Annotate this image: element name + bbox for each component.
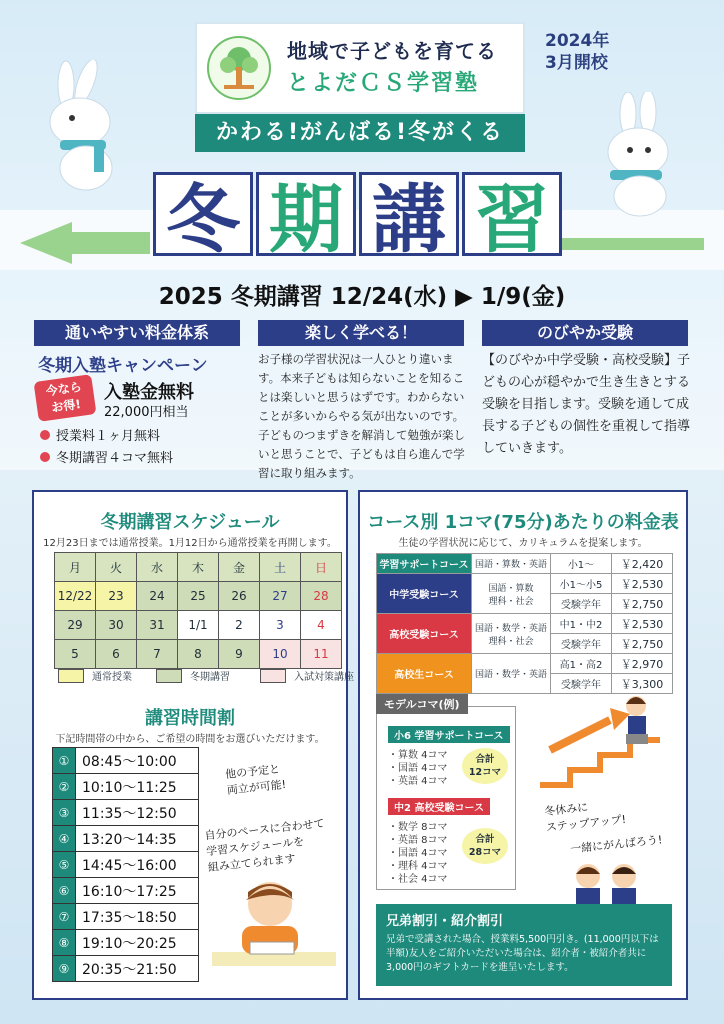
main-title [153, 172, 565, 263]
handwritten-note-2: 自分のペースに合わせて 学習スケジュールを 組み立てられます [203, 816, 326, 875]
slot-number: ② [53, 774, 76, 800]
timetable-note: 下記時間帯の中から、ご希望の時間をお選びいただけます。 [55, 734, 325, 745]
course-name: 中学受験コース [377, 574, 472, 614]
price-row [377, 554, 673, 574]
entry-fee-value: 22,000円相当 [104, 405, 189, 420]
pricing-note: 生徒の学習状況に応じて、カリキュラムを提案します。 [398, 538, 648, 549]
slot-time: 17:35～18:50 [76, 904, 199, 930]
calendar-day: 28 [301, 582, 342, 611]
course-price: ￥2,530 [612, 614, 673, 634]
calendar-day: 11 [301, 640, 342, 669]
calendar-day: 23 [96, 582, 137, 611]
schedule-note: 12月23日までは通常授業。1月12日から通常授業を再開します。 [43, 538, 337, 549]
slot-time: 19:10～20:25 [76, 930, 199, 956]
logo-school-name: とよだＣＳ学習塾 [287, 71, 480, 96]
calendar-day: 31 [137, 611, 178, 640]
campaign-bullet-1: 授業料１ヶ月無料 [40, 426, 173, 448]
slot-time: 14:45～16:00 [76, 852, 199, 878]
legend-label-winter: 冬期講習 [190, 672, 230, 683]
opening-year: 2024年 [545, 31, 610, 51]
slot-number: ③ [53, 800, 76, 826]
timetable-table [52, 747, 199, 982]
timetable-title: 講習時間割 [145, 708, 235, 729]
model-item: ・数学 8コマ [388, 822, 448, 833]
calendar-day: 8 [178, 640, 219, 669]
calendar-day: 10 [260, 640, 301, 669]
opening-date [545, 30, 609, 74]
course-name: 高校生コース [377, 654, 472, 694]
model-item: ・英語 4コマ [388, 776, 448, 787]
model-plan-2-tag: 中2 高校受験コース [388, 798, 490, 815]
calendar-day: 7 [137, 640, 178, 669]
calendar-day: 9 [219, 640, 260, 669]
slot-time: 16:10～17:25 [76, 878, 199, 904]
course-subjects: 国語・数学・英語 理科・社会 [472, 614, 551, 654]
timetable-row [53, 774, 199, 800]
calendar-day: 24 [137, 582, 178, 611]
bunny-right-illustration [580, 92, 700, 222]
timetable-row [53, 878, 199, 904]
campaign-title: 冬期入塾キャンペーン [38, 356, 208, 376]
calendar-body [55, 582, 342, 669]
calendar-day: 27 [260, 582, 301, 611]
calendar-day: 5 [55, 640, 96, 669]
calendar-day: 29 [55, 611, 96, 640]
course-grade: 中1・中2 [551, 614, 612, 634]
opening-month: 3月開校 [545, 53, 608, 73]
slot-number: ⑧ [53, 930, 76, 956]
model-item: ・国語 4コマ [388, 848, 448, 859]
pricing-title: コース別 1コマ(75分)あたりの料金表 [367, 512, 679, 533]
slot-time: 08:45～10:00 [76, 748, 199, 774]
bullet-dot-icon [40, 430, 50, 440]
discount-title: 兄弟割引・紹介割引 [386, 914, 504, 929]
calendar-week-row [55, 640, 342, 669]
legend-swatch-exam [260, 669, 286, 683]
calendar-weekday: 土 [260, 553, 301, 582]
calendar-day: 3 [260, 611, 301, 640]
slot-number: ④ [53, 826, 76, 852]
timetable-row [53, 930, 199, 956]
feature-3-text: 【のびやか中学受験・高校受験】子どもの心が穏やかで生き生きとする受験を目指します。受験を通して成長する子どもの個性を重視して指導していきます。 [482, 353, 691, 456]
course-name: 高校受験コース [377, 614, 472, 654]
calendar-day: 4 [301, 611, 342, 640]
course-price: ￥2,530 [612, 574, 673, 594]
deal-badge: 今なら お得! [33, 374, 96, 422]
legend-swatch-regular [58, 669, 84, 683]
handwritten-note-3: 冬休みに ステップアップ! [543, 800, 627, 835]
timetable-row [53, 904, 199, 930]
title-char-4: 習 [462, 172, 562, 256]
timetable-row [53, 956, 199, 982]
slot-number: ⑤ [53, 852, 76, 878]
course-subjects: 国語・算数 理科・社会 [472, 574, 551, 614]
calendar-day: 25 [178, 582, 219, 611]
timetable-body [53, 748, 199, 982]
handwritten-note-4: 一緒にがんばろう! [569, 833, 663, 856]
feature-3-heading: のびやか受験 [482, 320, 688, 346]
feature-2-text: お子様の学習状況は一人ひとり違います。本来子どもは知らないことを知ることは楽しいと思うはずです。わからないことが多いからやる気が出ないのです。子どものつまずきを解消して勉強が楽しいと思うことで、子どもは自ら進んで学習に取り組みます。 [258, 352, 465, 480]
price-row [377, 654, 673, 674]
legend-label-regular: 通常授業 [92, 672, 132, 683]
course-subjects: 国語・数学・英語 [472, 654, 551, 694]
slot-number: ① [53, 748, 76, 774]
slot-number: ⑥ [53, 878, 76, 904]
course-grade: 受験学年 [551, 634, 612, 654]
bunny-left-illustration [28, 60, 148, 200]
calendar-weekday: 月 [55, 553, 96, 582]
slot-time: 10:10～11:25 [76, 774, 199, 800]
slot-number: ⑨ [53, 956, 76, 982]
title-char-1: 冬 [153, 172, 253, 256]
model-item: ・理科 4コマ [388, 861, 448, 872]
calendar-weekday-row [55, 553, 342, 582]
slot-time: 11:35～12:50 [76, 800, 199, 826]
tree-logo-icon [206, 35, 272, 101]
title-char-2: 期 [256, 172, 356, 256]
entry-fee-free: 入塾金無料 [104, 382, 194, 403]
campaign-bullet-2: 冬期講習４コマ無料 [40, 448, 173, 470]
model-item: ・国語 4コマ [388, 763, 448, 774]
calendar-weekday: 木 [178, 553, 219, 582]
model-plan-1-tag: 小6 学習サポートコース [388, 726, 510, 743]
model-plan-1-total: 合計 12コマ [462, 748, 508, 784]
calendar-week-row [55, 582, 342, 611]
calendar-weekday: 日 [301, 553, 342, 582]
calendar-day: 12/22 [55, 582, 96, 611]
slot-time: 20:35～21:50 [76, 956, 199, 982]
course-grade: 受験学年 [551, 674, 612, 694]
timetable-row [53, 826, 199, 852]
calendar-week-row [55, 611, 342, 640]
course-grade: 小1～小5 [551, 574, 612, 594]
timetable-row [53, 852, 199, 878]
discount-box [376, 904, 672, 986]
tagline-banner: かわる!がんばる!冬がくる [195, 114, 525, 152]
calendar-weekday: 火 [96, 553, 137, 582]
handwritten-note-1: 他の予定と 両立が可能! [224, 762, 287, 798]
course-period: 2025 冬期講習 12/24(水) ▶ 1/9(金) [158, 284, 566, 310]
calendar-weekday: 水 [137, 553, 178, 582]
feature-1-heading: 通いやすい料金体系 [34, 320, 240, 346]
course-grade: 受験学年 [551, 594, 612, 614]
calendar-day: 26 [219, 582, 260, 611]
course-price: ￥2,750 [612, 634, 673, 654]
title-char-3: 講 [359, 172, 459, 256]
price-row [377, 574, 673, 594]
model-item: ・社会 4コマ [388, 874, 448, 885]
model-plan-title: モデルコマ(例) [376, 694, 468, 714]
calendar-legend [58, 668, 354, 683]
course-grade: 小1～ [551, 554, 612, 574]
discount-text: 兄弟で受講された場合、授業料5,500円引き。(11,000円以下は半額)友人をご紹介いただいた場合は、紹介者・被紹介者共に3,000円のギフトカードを進呈いたします。 [386, 934, 659, 973]
slot-number: ⑦ [53, 904, 76, 930]
schedule-title: 冬期講習スケジュール [100, 512, 280, 533]
calendar-table [54, 552, 342, 669]
legend-swatch-winter [156, 669, 182, 683]
studying-boy-illustration [208, 870, 340, 970]
calendar-day: 2 [219, 611, 260, 640]
course-subjects: 国語・算数・英語 [472, 554, 551, 574]
slot-time: 13:20～14:35 [76, 826, 199, 852]
timetable-row [53, 748, 199, 774]
calendar-day: 1/1 [178, 611, 219, 640]
price-row [377, 614, 673, 634]
course-price: ￥2,420 [612, 554, 673, 574]
feature-2-heading: 楽しく学べる！ [258, 320, 464, 346]
arrow-left-icon [20, 222, 72, 264]
calendar-day: 6 [96, 640, 137, 669]
course-price: ￥3,300 [612, 674, 673, 694]
calendar-day: 30 [96, 611, 137, 640]
bullet-dot-icon [40, 452, 50, 462]
stairs-girl-illustration [530, 690, 680, 790]
calendar-weekday: 金 [219, 553, 260, 582]
course-grade: 高1・高2 [551, 654, 612, 674]
campaign-bullets [40, 426, 173, 470]
logo-tagline: 地域で子どもを育てる [287, 39, 497, 63]
legend-label-exam: 入試対策講座 [294, 672, 354, 683]
course-name: 学習サポートコース [377, 554, 472, 574]
students-illustration [552, 860, 662, 904]
arrow-body [70, 232, 150, 254]
course-price: ￥2,970 [612, 654, 673, 674]
price-table [376, 553, 673, 694]
model-plan-2-total: 合計 28コマ [462, 828, 508, 864]
model-item: ・英語 8コマ [388, 835, 448, 846]
course-price: ￥2,750 [612, 594, 673, 614]
price-table-body [377, 554, 673, 694]
model-item: ・算数 4コマ [388, 750, 448, 761]
timetable-row [53, 800, 199, 826]
